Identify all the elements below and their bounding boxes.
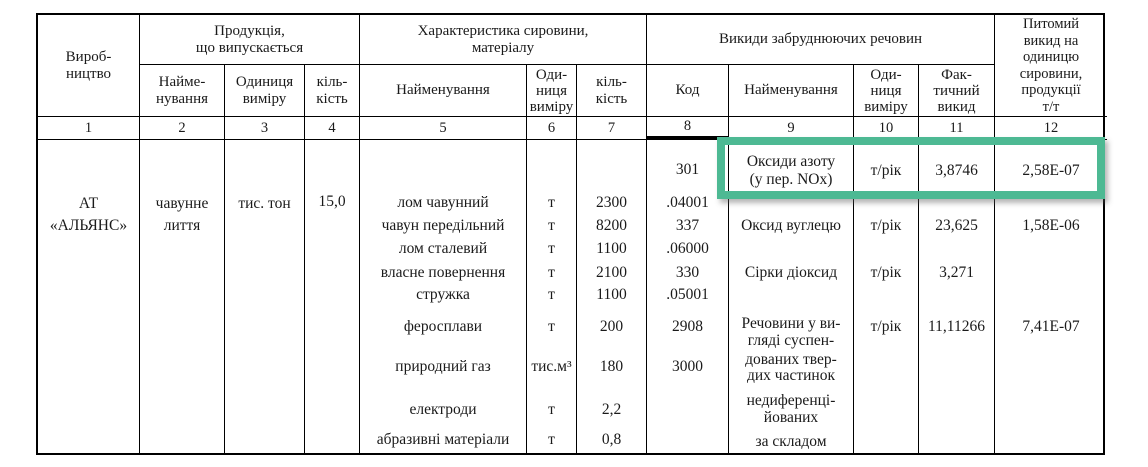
product-name-cell (140, 140, 225, 455)
subheader-code: Код (647, 65, 729, 117)
colnum-12: 12 (995, 117, 1107, 140)
subheader-emission-unit: Оди- ниця виміру (854, 65, 919, 117)
material-unit: т (548, 286, 555, 303)
pollutant-name-line: недиференці- (746, 392, 836, 409)
subheader-pollutant-name: Найменування (729, 65, 854, 117)
pollutant-name-line: гляді суспен- (747, 332, 835, 349)
header-production: Вироб- ництво (38, 15, 140, 117)
pollutant-name-line: Речовини у ви- (741, 315, 841, 332)
colnum-10: 10 (854, 117, 919, 140)
material-qty: 180 (599, 358, 624, 375)
colnum-9: 9 (729, 117, 854, 140)
material-qty: 8200 (596, 217, 627, 234)
product-qty-cell (305, 140, 360, 455)
subheader-product-name: Найме- нування (140, 65, 225, 117)
material-name-cell (360, 140, 527, 455)
material-name: лом чавунний (397, 194, 489, 211)
material-name: стружка (416, 286, 470, 303)
material-name: абразивні матеріали (376, 431, 510, 448)
material-unit: т (548, 401, 555, 418)
pollutant-code: 330 (675, 264, 700, 281)
product-name-line: лиття (163, 217, 201, 234)
product-qty: 15,0 (318, 193, 346, 210)
material-qty: 2,2 (601, 401, 622, 418)
producer-line: АТ (78, 195, 99, 212)
producer-line: «АЛЬЯНС» (49, 217, 128, 234)
material-unit: т (548, 240, 555, 257)
product-unit: тис. тон (238, 195, 291, 212)
material-qty: 200 (599, 318, 624, 335)
pollutant-name-line: Оксиди азоту (746, 153, 836, 170)
pollutant-code: 2908 (672, 318, 703, 335)
pollutant-name-line: дих частинок (746, 367, 835, 384)
subheader-material-qty: кіль- кість (577, 65, 647, 117)
material-name: феросплави (403, 318, 483, 335)
material-name: власне повернення (380, 264, 506, 281)
material-unit: т (548, 318, 555, 335)
colnum-8-bold-underline: 8 (647, 117, 729, 140)
material-unit: тис.м³ (531, 358, 572, 375)
fact-emission-value: 11,11266 (928, 318, 985, 335)
pollutant-code: 3000 (672, 358, 703, 375)
material-unit: т (548, 431, 555, 448)
colnum-6: 6 (527, 117, 577, 140)
pollutant-code: 301 (675, 161, 700, 178)
colnum-5: 5 (360, 117, 527, 140)
subheader-material-unit: Оди- ниця виміру (527, 65, 577, 117)
product-unit-cell (225, 140, 305, 455)
fact-emission-value: 23,625 (935, 217, 978, 234)
subheader-fact-emission: Фак- тичний викид (919, 65, 995, 117)
material-qty: 1100 (596, 240, 627, 257)
header-group-products: Продукція, що випускається (140, 15, 360, 65)
emission-unit: т/рік (870, 162, 902, 179)
pollutant-name-line: (у пер. NOx) (749, 171, 833, 188)
material-name: чавун передільний (381, 217, 505, 234)
pollutant-name-line: за складом (755, 433, 827, 450)
specific-emission-value: 7,41E-07 (1022, 318, 1080, 335)
fact-emission-value: 3,8746 (935, 162, 978, 179)
specific-emission-value: 1,58E-06 (1022, 217, 1080, 234)
pollutant-code: .06000 (666, 240, 709, 257)
colnum-3: 3 (225, 117, 305, 140)
pollutant-name-line: йованих (763, 409, 819, 426)
material-name: електроди (409, 401, 477, 418)
specific-emission-value: 2,58E-07 (1022, 162, 1080, 179)
material-unit: т (548, 194, 555, 211)
colnum-4: 4 (305, 117, 360, 140)
material-qty: 0,8 (601, 431, 622, 448)
colnum-2: 2 (140, 117, 225, 140)
header-group-materials: Характеристика сировини, матеріалу (360, 15, 647, 65)
material-qty: 1100 (596, 286, 627, 303)
emission-unit: т/рік (870, 217, 902, 234)
material-unit: т (548, 217, 555, 234)
material-name: лом сталевий (398, 240, 488, 257)
pollutant-name-line: дованих твер- (745, 351, 837, 368)
highlight-annotation-box (717, 137, 1105, 199)
pollutant-code: .05001 (666, 286, 709, 303)
header-specific-emission: Питомий викид на одиницю сировини, продукції т/т (995, 15, 1107, 117)
fact-emission-value: 3,271 (939, 264, 974, 281)
subheader-material-name: Найменування (360, 65, 527, 117)
material-qty: 2300 (596, 194, 627, 211)
emission-unit: т/рік (870, 318, 902, 335)
material-unit-cell (527, 140, 577, 455)
colnum-11: 11 (919, 117, 995, 140)
header-group-emissions: Викиди забруднюючих речовин (647, 15, 995, 65)
subheader-product-unit: Одиниця виміру (225, 65, 305, 117)
material-name: природний газ (395, 358, 491, 375)
material-unit: т (548, 264, 555, 281)
product-name-line: чавунне (155, 195, 209, 212)
subheader-product-qty: кіль- кість (305, 65, 360, 117)
pollutant-name-line: Сірки діоксид (744, 264, 838, 281)
material-qty-cell (577, 140, 647, 455)
producer-cell (38, 140, 140, 455)
colnum-7: 7 (577, 117, 647, 140)
emissions-table (36, 13, 1105, 455)
pollutant-code: 337 (675, 217, 700, 234)
pollutant-code: .04001 (666, 194, 709, 211)
colnum-1: 1 (38, 117, 140, 140)
pollutant-name-line: Оксид вуглецю (741, 217, 841, 234)
emission-unit: т/рік (870, 264, 902, 281)
material-qty: 2100 (596, 264, 627, 281)
